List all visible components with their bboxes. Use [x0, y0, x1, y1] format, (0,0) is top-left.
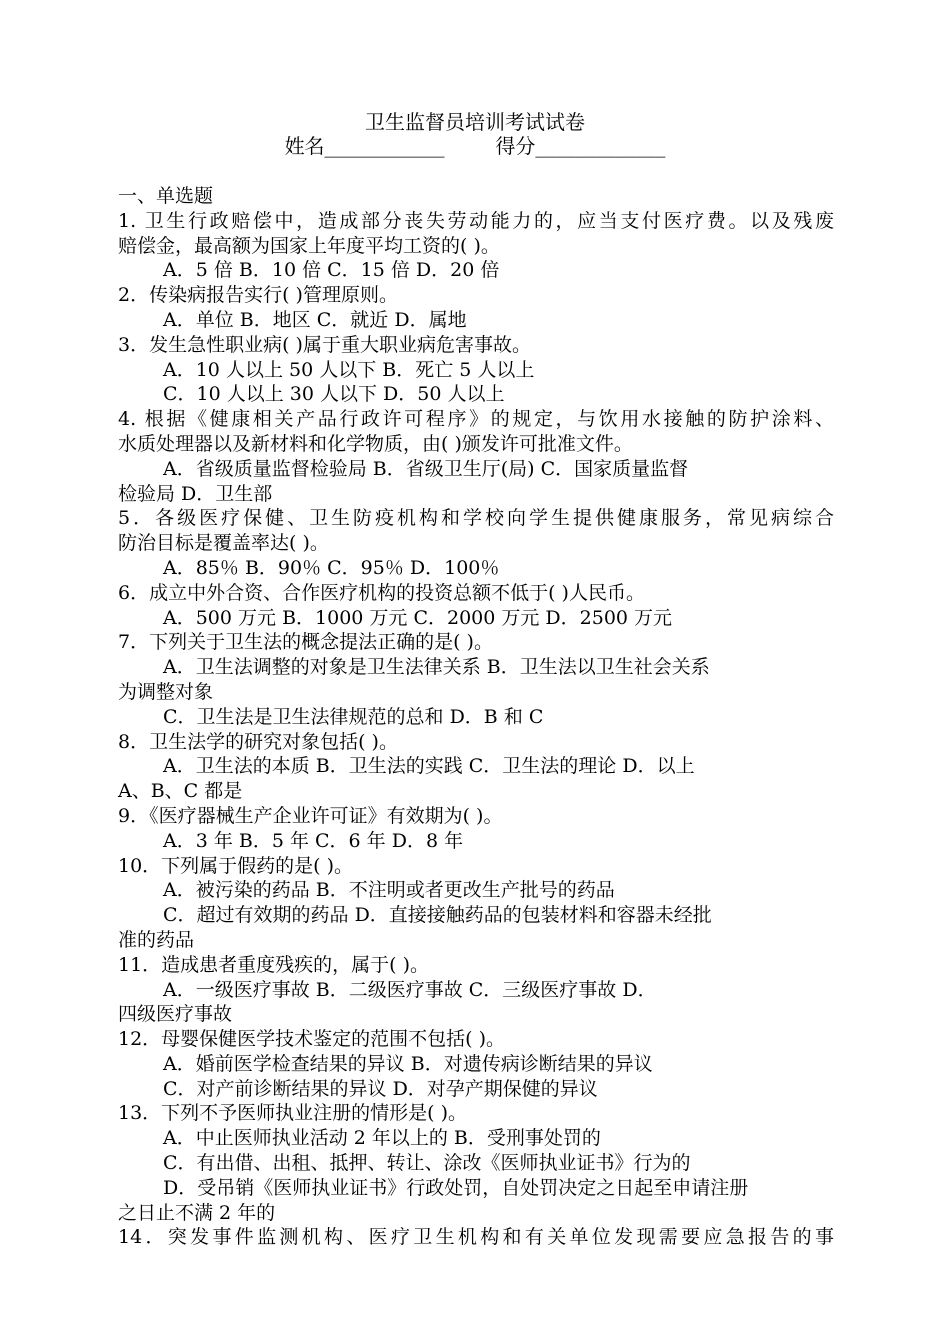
question-13-stem: 13．下列不予医师执业注册的情形是( )。 — [118, 1102, 468, 1125]
question-1-options: A．5 倍 B．10 倍 C．15 倍 D．20 倍 — [163, 259, 500, 282]
question-10-options-cont: 准的药品 — [118, 928, 195, 951]
question-1-line-1: 1. 卫生行政赔偿中，造成部分丧失劳动能力的，应当支付医疗费。以及残废 — [118, 209, 834, 232]
question-5-line-1: 5．各级医疗保健、卫生防疫机构和学校向学生提供健康服务，常见病综合 — [118, 507, 834, 530]
question-7-options-ab: A．卫生法调整的对象是卫生法律关系 B．卫生法以卫生社会关系 — [163, 656, 710, 679]
question-7-options-ab-cont: 为调整对象 — [118, 680, 214, 703]
score-field-label: 得分_____________ — [495, 134, 666, 158]
question-13-option-d-cont: 之日止不满 2 年的 — [118, 1201, 276, 1224]
question-10-stem: 10．下列属于假药的是( )。 — [118, 854, 354, 877]
question-11-options-cont: 四级医疗事故 — [118, 1003, 233, 1026]
name-field-label: 姓名____________ — [284, 134, 445, 158]
question-11-stem: 11．造成患者重度残疾的，属于( )。 — [118, 953, 430, 976]
question-13-option-c: C．有出借、出租、抵押、转让、涂改《医师执业证书》行为的 — [163, 1152, 691, 1175]
question-8-options-cont: A、B、C 都是 — [118, 780, 243, 803]
question-2-stem: 2．传染病报告实行( )管理原则。 — [118, 284, 398, 307]
section-heading: 一、单选题 — [118, 185, 214, 207]
question-14-line-1: 14．突发事件监测机构、医疗卫生机构和有关单位发现需要应急报告的事 — [118, 1226, 834, 1249]
question-9-options: A．3 年 B．5 年 C．6 年 D．8 年 — [163, 829, 464, 852]
question-7-options-cd: C．卫生法是卫生法律规范的总和 D．B 和 C — [163, 705, 544, 728]
question-5-line-2: 防治目标是覆盖率达( )。 — [118, 532, 329, 555]
question-10-options-ab: A．被污染的药品 B．不注明或者更改生产批号的药品 — [163, 879, 615, 902]
question-12-options-ab: A．婚前医学检查结果的异议 B．对遗传病诊断结果的异议 — [163, 1052, 653, 1075]
question-10-options-cd: C．超过有效期的药品 D．直接接触药品的包装材料和容器未经批 — [163, 904, 712, 927]
question-13-option-ab: A．中止医师执业活动 2 年以上的 B．受刑事处罚的 — [163, 1127, 601, 1150]
question-9-stem: 9．《医疗器械生产企业许可证》有效期为( )。 — [118, 804, 503, 827]
question-6-stem: 6．成立中外合资、合作医疗机构的投资总额不低于( )人民币。 — [118, 581, 645, 604]
name-score-line — [0, 133, 950, 159]
exam-title: 卫生监督员培训考试试卷 — [365, 110, 585, 134]
question-3-options-cd: C．10 人以上 30 人以下 D．50 人以上 — [163, 383, 505, 406]
question-1-line-2: 赔偿金，最高额为国家上年度平均工资的( )。 — [118, 234, 500, 257]
question-8-stem: 8．卫生法学的研究对象包括( )。 — [118, 730, 398, 753]
question-4-line-2: 水质处理器以及新材料和化学物质，由( )颁发许可批准文件。 — [118, 432, 633, 455]
question-12-stem: 12．母婴保健医学技术鉴定的范围不包括( )。 — [118, 1028, 506, 1051]
question-4-options-cont: 检验局 D．卫生部 — [118, 482, 273, 505]
question-6-options: A．500 万元 B．1000 万元 C．2000 万元 D．2500 万元 — [163, 606, 673, 629]
question-4-options: A．省级质量监督检验局 B．省级卫生厅(局) C．国家质量监督 — [163, 457, 689, 480]
question-5-options: A．85％ B．90％ C．95％ D．100％ — [163, 556, 500, 579]
question-2-options: A．单位 B．地区 C．就近 D．属地 — [163, 308, 467, 331]
question-12-options-cd: C．对产前诊断结果的异议 D．对孕产期保健的异议 — [163, 1077, 598, 1100]
question-11-options: A．一级医疗事故 B．二级医疗事故 C．三级医疗事故 D． — [163, 978, 657, 1001]
question-4-line-1: 4. 根据《健康相关产品行政许可程序》的规定，与饮用水接触的防护涂料、 — [118, 408, 834, 431]
question-3-options-ab: A．10 人以上 50 人以下 B．死亡 5 人以上 — [163, 358, 535, 381]
question-8-options: A．卫生法的本质 B．卫生法的实践 C．卫生法的理论 D．以上 — [163, 755, 695, 778]
question-13-option-d: D．受吊销《医师执业证书》行政处罚，自处罚决定之日起至申请注册 — [163, 1176, 749, 1199]
question-7-stem: 7．下列关于卫生法的概念提法正确的是( )。 — [118, 631, 493, 654]
exam-body — [118, 184, 834, 1250]
question-3-stem: 3．发生急性职业病( )属于重大职业病危害事故。 — [118, 333, 531, 356]
